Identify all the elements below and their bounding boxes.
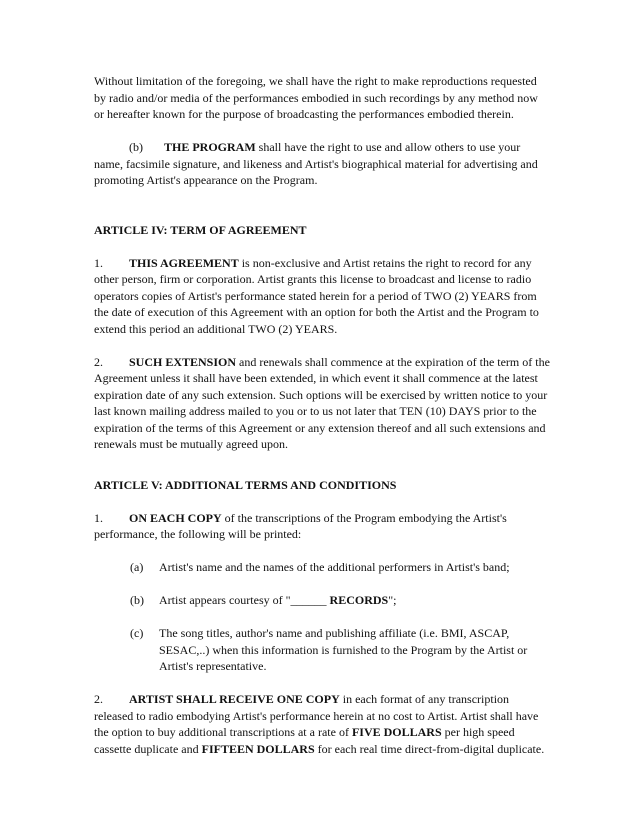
article-v-item-1 <box>94 510 550 543</box>
bold-term: SUCH EXTENSION <box>129 354 237 369</box>
bold-term: ON EACH COPY <box>129 510 222 525</box>
sub-item-marker: (c) <box>130 626 144 640</box>
paragraph-the-program <box>94 139 550 189</box>
sub-item-a <box>94 559 550 576</box>
sub-item-marker: (a) <box>130 560 144 574</box>
item-number: 2. <box>94 692 103 706</box>
sub-item-b <box>94 592 550 609</box>
item-number: 1. <box>94 510 103 525</box>
sub-item-text: The song titles, author's name and publishing affiliate (i.e. BMI, ASCAP, SESAC,..) when this information is furnished to the Program by the Artist or Artist's representative. <box>159 626 528 673</box>
sub-item-text: Artist appears courtesy of "______ <box>159 593 330 607</box>
article-iv-item-2 <box>94 354 550 453</box>
article-v-heading: ARTICLE V: ADDITIONAL TERMS AND CONDITIONS <box>94 477 397 492</box>
paragraph-text: is non-exclusive and Artist retains the right to record for any other person, firm or corporation. Artist grants this license to broadcast and license to radio operators copies of Artist's performance stated herein for a period of TWO (2) YEARS from the date of execution of this Agreement with an option for both the Artist and the Program to extend this period an additional TWO (2) YEARS. <box>94 255 539 336</box>
bold-term: THIS AGREEMENT <box>129 255 239 270</box>
sub-item-marker: (b) <box>130 593 144 607</box>
article-v-item-2 <box>94 691 550 757</box>
paragraph-text: in each format of any transcription released to radio embodying Artist's performance herein at no cost to Artist. Artist shall have the option to buy additional transcriptions at a rate of <box>94 692 539 739</box>
paragraph-text: and renewals shall commence at the expiration of the term of the Agreement unless it shall have been extended, in which event it shall commence at the latest expiration date of any such extension. Such options will be exercised by written notice to your last known mailing address mailed to you or to us not later that TEN (10) DAYS prior to the expiration of the terms of this Agreement or any extension thereof and all such extensions and renewals must be mutually agreed upon. <box>94 354 550 451</box>
bold-term: ARTIST SHALL RECEIVE ONE COPY <box>129 692 340 706</box>
bold-term: RECORDS <box>329 593 389 607</box>
paragraph-text: for each real time direct-from-digital duplicate. <box>314 741 545 756</box>
article-iv-item-1 <box>94 255 550 338</box>
document-page <box>94 73 550 757</box>
sub-item-c <box>94 625 550 675</box>
item-marker: (b) <box>129 140 143 154</box>
paragraph-text: of the transcriptions of the Program embodying the Artist's performance, the following will be printed: <box>94 510 507 541</box>
bold-price-fifteen: FIFTEEN DOLLARS <box>201 741 315 756</box>
paragraph-text: per high speed cassette duplicate and <box>94 725 515 756</box>
item-number: 1. <box>94 255 103 270</box>
paragraph-text: shall have the right to use and allow others to use your name, facsimile signature, and likeness and Artist's biographical material for advertising and promoting Artist's appearance on the Program. <box>94 140 538 187</box>
sub-item-text-end: "; <box>388 593 397 607</box>
bold-term: THE PROGRAM <box>164 140 256 154</box>
sub-item-text: Artist's name and the names of the additional performers in Artist's band; <box>159 560 510 574</box>
paragraph-reproductions: Without limitation of the foregoing, we shall have the right to make reproductions requested by radio and/or media of the performances embodied in such recordings by any method now or hereafter known for the purpose of broadcasting the performances embodied therein. <box>94 74 538 121</box>
article-iv-heading: ARTICLE IV: TERM OF AGREEMENT <box>94 222 307 237</box>
bold-price-five: FIVE DOLLARS <box>351 725 442 739</box>
item-number: 2. <box>94 354 103 369</box>
